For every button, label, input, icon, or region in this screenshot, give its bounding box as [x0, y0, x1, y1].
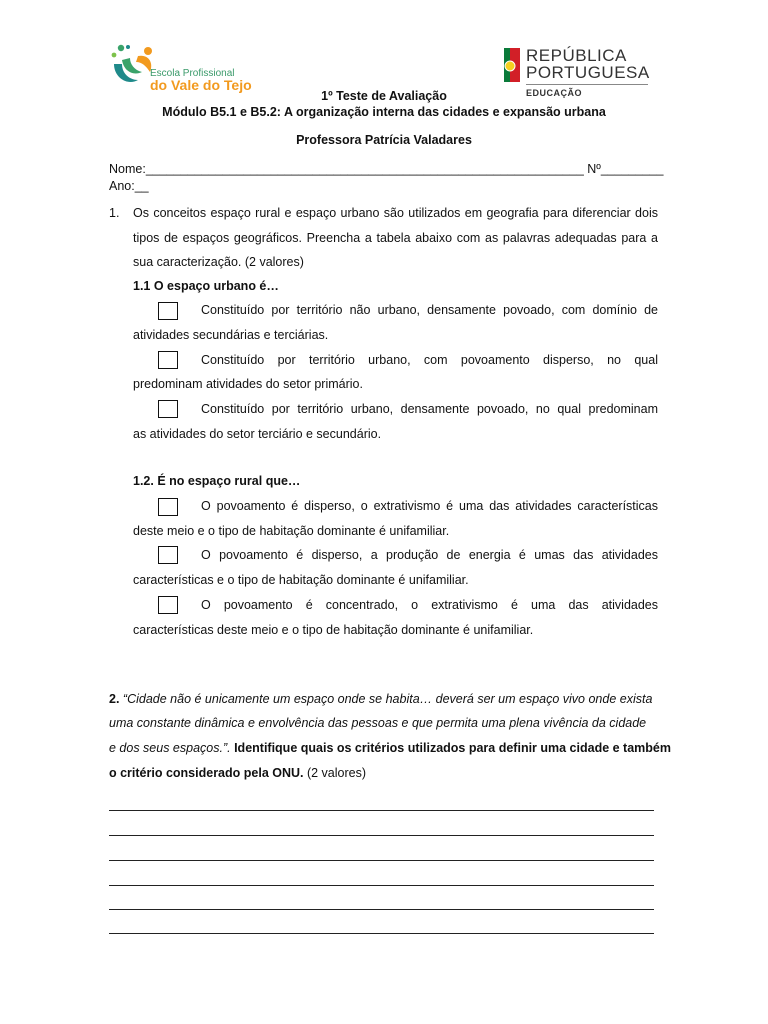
school-logo-line1: Escola Profissional [150, 68, 235, 79]
teacher-name: Professora Patrícia Valadares [296, 133, 472, 147]
q1-1-option3-line2: as atividades do setor terciário e secundário. [133, 427, 382, 441]
test-title: 1º Teste de Avaliação [321, 89, 447, 103]
q1-1-option1-line2: atividades secundárias e terciárias. [133, 328, 329, 342]
q1-number: 1. [109, 206, 120, 220]
q2-line4 [109, 765, 366, 781]
q1-text-line1: Os conceitos espaço rural e espaço urbano são utilizados em geografia para diferenciar dois [133, 206, 658, 220]
q2-quote-line1: “Cidade não é unicamente um espaço onde se habita… deverá ser um espaço vivo onde exista [122, 692, 653, 706]
year-field[interactable]: Ano:__ [109, 179, 149, 193]
q1-2-option1-line2: deste meio e o tipo de habitação dominante é unifamiliar. [133, 524, 450, 538]
q2-quote-line3: e dos seus espaços.”. [109, 741, 231, 755]
q1-2-option2-line1: O povoamento é disperso, a produção de energia é umas das atividades [201, 548, 658, 562]
name-field[interactable]: Nome:_______________________________________________________________ Nº_________ [109, 162, 664, 176]
answer-line[interactable] [109, 909, 654, 910]
q1-2-option1-line1: O povoamento é disperso, o extrativismo é uma das atividades características [201, 499, 658, 513]
school-logo [108, 42, 258, 92]
q1-1-option2-checkbox[interactable] [158, 351, 178, 369]
school-logo-line2: do Vale do Tejo [150, 77, 252, 93]
answer-line[interactable] [109, 860, 654, 861]
q1-1-label: 1.1 O espaço urbano é… [133, 279, 279, 293]
republic-logo-line3: EDUCAÇÃO [526, 88, 583, 98]
q1-2-option2-checkbox[interactable] [158, 546, 178, 564]
q1-2-option3-checkbox[interactable] [158, 596, 178, 614]
q1-2-option3-line2: características deste meio e o tipo de habitação dominante é unifamiliar. [133, 623, 534, 637]
q1-1-option1-line1: Constituído por território não urbano, densamente povoado, com domínio de [201, 303, 658, 317]
republic-logo-line1: REPÚBLICA [526, 46, 627, 65]
answer-line[interactable] [109, 835, 654, 836]
q1-1-option1-checkbox[interactable] [158, 302, 178, 320]
q2-line3 [109, 740, 671, 756]
answer-line[interactable] [109, 810, 654, 811]
q2-instruction-part1: Identifique quais os critérios utilizados para definir uma cidade e também [230, 741, 671, 755]
republic-flag-icon [504, 48, 520, 82]
q2-points: (2 valores) [303, 766, 367, 780]
q2-number: 2. [109, 692, 120, 706]
q1-text-line3: sua caracterização. (2 valores) [133, 255, 304, 269]
q1-1-option3-line1: Constituído por território urbano, densamente povoado, no qual predominam [201, 402, 658, 416]
q1-1-option3-checkbox[interactable] [158, 400, 178, 418]
q1-2-option3-line1: O povoamento é concentrado, o extrativismo é uma das atividades [201, 598, 658, 612]
q1-2-option2-line2: características e o tipo de habitação dominante é unifamiliar. [133, 573, 469, 587]
q1-2-option1-checkbox[interactable] [158, 498, 178, 516]
q2-instruction-line2: o critério considerado pela ONU. [109, 766, 304, 780]
q1-1-option2-line2: predominam atividades do setor primário. [133, 377, 363, 391]
republic-logo-divider [526, 84, 648, 85]
answer-line[interactable] [109, 885, 654, 886]
q1-text-line2: tipos de espaços geográficos. Preencha a tabela abaixo com as palavras adequadas para a [133, 231, 658, 245]
republic-logo-line2: PORTUGUESA [526, 63, 650, 82]
q1-1-option2-line1: Constituído por território urbano, com povoamento disperso, no qual [201, 353, 658, 367]
module-subtitle: Módulo B5.1 e B5.2: A organização interna das cidades e expansão urbana [162, 105, 606, 119]
q1-2-label: 1.2. É no espaço rural que… [133, 474, 301, 488]
q2-quote-line2: uma constante dinâmica e envolvência das pessoas e que permita uma plena vivência da cidade [109, 716, 647, 730]
q2-line1 [109, 691, 652, 707]
answer-line[interactable] [109, 933, 654, 934]
